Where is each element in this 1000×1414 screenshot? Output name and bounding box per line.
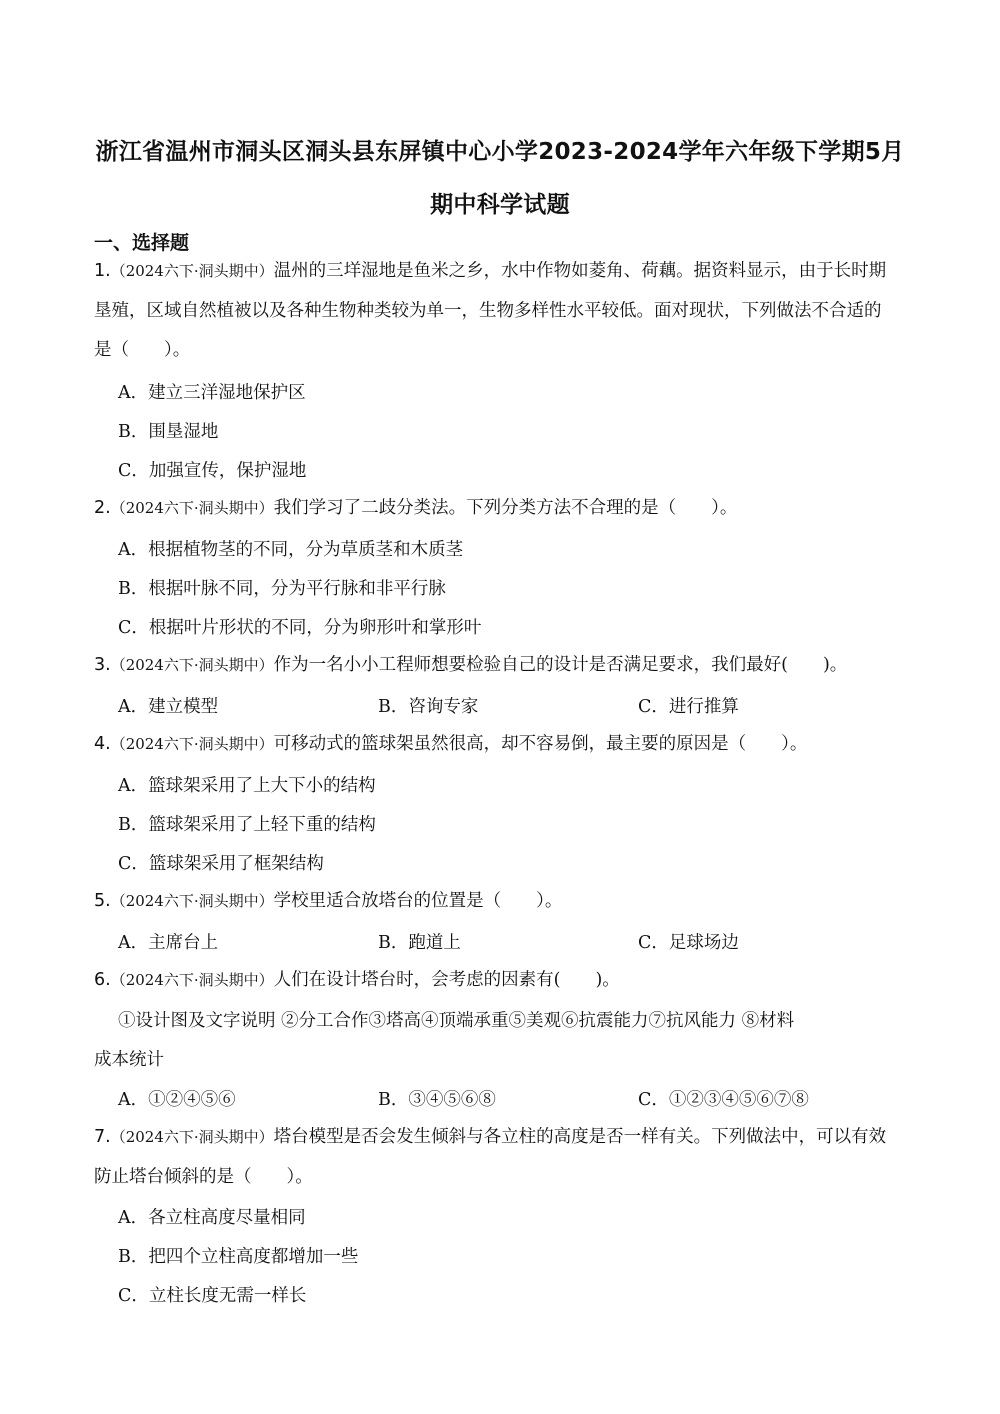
- question-1: [94, 252, 894, 371]
- option-b: B．围垦湿地: [118, 422, 219, 442]
- question-number: 1.: [94, 261, 111, 281]
- option-b: B．把四个立柱高度都增加一些: [118, 1247, 359, 1267]
- question-text: 温州的三垟湿地是鱼米之乡，水中作物如菱角、荷藕。据资料显示，由于长时期垦殖，区域自然植被以及各种生物种类较为单一，生物多样性水平较低。面对现状，下列做法不合适的是（ ）。: [94, 261, 887, 360]
- question-number: 4.: [94, 734, 111, 754]
- option-a: A．主席台上: [118, 933, 219, 953]
- option-a: A．建立模型: [118, 697, 219, 717]
- section-heading: 一、选择题: [94, 232, 190, 254]
- question-source: （2024六下·洞头期中）: [110, 499, 274, 517]
- question-6: [94, 961, 894, 1001]
- question-3: [94, 646, 894, 686]
- question-text: 可移动式的篮球架虽然很高，却不容易倒，最主要的原因是（ ）。: [273, 734, 808, 754]
- question-number: 7.: [94, 1127, 111, 1147]
- option-c: C．根据叶片形状的不同，分为卵形叶和掌形叶: [118, 618, 482, 638]
- option-a: A．根据植物茎的不同，分为草质茎和木质茎: [118, 540, 464, 560]
- question-text: 作为一名小小工程师想要检验自己的设计是否满足要求，我们最好( )。: [273, 655, 848, 675]
- option-b: B．跑道上: [378, 933, 461, 953]
- option-b: B．咨询专家: [378, 697, 479, 717]
- option-c: C．①②③④⑤⑥⑦⑧: [638, 1090, 809, 1110]
- factor-list-line-1: ①设计图及文字说明 ②分工合作③塔高④顶端承重⑤美观⑥抗震能力⑦抗风能力 ⑧材料: [118, 1011, 795, 1031]
- option-b: B．根据叶脉不同，分为平行脉和非平行脉: [118, 579, 446, 599]
- option-c: C．足球场边: [638, 933, 739, 953]
- option-a: A．①②④⑤⑥: [118, 1090, 236, 1110]
- option-c: C．加强宣传，保护湿地: [118, 461, 307, 481]
- question-source: （2024六下·洞头期中）: [110, 656, 274, 674]
- question-number: 6.: [94, 970, 111, 990]
- question-text: 学校里适合放塔台的位置是（ ）。: [273, 891, 563, 911]
- question-text: 人们在设计塔台时，会考虑的因素有( )。: [273, 970, 620, 990]
- question-text: 我们学习了二歧分类法。下列分类方法不合理的是（ ）。: [273, 498, 738, 518]
- factor-list-line-2: 成本统计: [94, 1050, 164, 1070]
- question-source: （2024六下·洞头期中）: [110, 892, 274, 910]
- question-number: 5.: [94, 891, 111, 911]
- question-source: （2024六下·洞头期中）: [110, 1128, 274, 1146]
- question-source: （2024六下·洞头期中）: [110, 262, 274, 280]
- option-b: B．③④⑤⑥⑧: [378, 1090, 496, 1110]
- option-a: A．篮球架采用了上大下小的结构: [118, 776, 376, 796]
- question-4: [94, 725, 894, 765]
- question-number: 3.: [94, 655, 111, 675]
- exam-title-line-2: 期中科学试题: [430, 192, 570, 218]
- question-5: [94, 882, 894, 922]
- question-number: 2.: [94, 498, 111, 518]
- option-c: C．进行推算: [638, 697, 739, 717]
- option-c: C．篮球架采用了框架结构: [118, 854, 324, 874]
- option-a: A．各立柱高度尽量相同: [118, 1208, 306, 1228]
- option-c: C．立柱长度无需一样长: [118, 1286, 307, 1306]
- question-7: [94, 1118, 894, 1197]
- exam-title-line-1: 浙江省温州市洞头区洞头县东屏镇中心小学2023-2024学年六年级下学期5月: [95, 139, 905, 165]
- question-text: 塔台模型是否会发生倾斜与各立柱的高度是否一样有关。下列做法中，可以有效防止塔台倾斜的是（ ）。: [94, 1127, 887, 1187]
- question-source: （2024六下·洞头期中）: [110, 735, 274, 753]
- option-a: A．建立三洋湿地保护区: [118, 383, 306, 403]
- question-2: [94, 489, 894, 529]
- option-b: B．篮球架采用了上轻下重的结构: [118, 815, 376, 835]
- question-source: （2024六下·洞头期中）: [110, 971, 274, 989]
